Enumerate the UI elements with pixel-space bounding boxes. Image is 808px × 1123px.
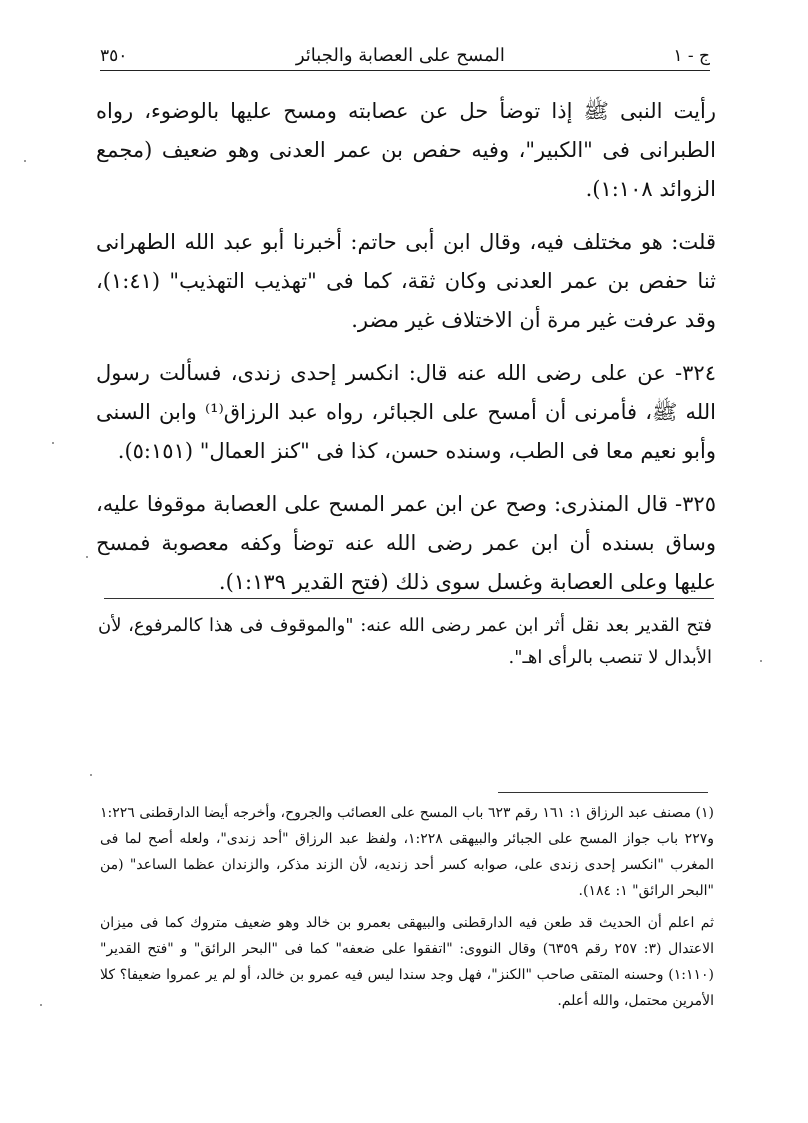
scan-speck [760,660,762,662]
scan-speck [90,774,92,776]
page-number: ٣٥٠ [100,46,128,66]
footnote-1: (١) مصنف عبد الرزاق ١: ١٦١ رقم ٦٢٣ باب المسح على العصائب والجروح، وأخرجه أيضا الدارقطنى ١:٢٢٦ و٢٢٧ باب جواز المسح على الجبائر والبيهقى ١:٢٢٨، ولفظ عبد الرزاق "أحد زندى"، ولعله أصح لما فى المغرب "انكسر إحدى زندى على، صوابه كسر أحد زنديه، لأن الزند مذكر، والزندان عظما الساعد" (من "البحر الرائق" ١: ١٨٤). [100,805,714,899]
page-header [100,34,710,71]
section-divider [104,598,714,599]
paragraph-commentary: قلت: هو مختلف فيه، وقال ابن أبى حاتم: أخبرنا أبو عبد الله الطهرانى ثنا حفص بن عمر العدنى وكان ثقة، كما فى "تهذيب التهذيب" (١:٤١)، وقد عرفت غير مرة أن الاختلاف غير مضر. [96,230,716,332]
paragraph-hadith-continuation: رأيت النبى ﷺ إذا توضأ حل عن عصابته ومسح عليها بالوضوء، رواه الطبرانى فى "الكبير"، وفيه حفص بن عمر العدنى وهو ضعيف (مجمع الزوائد ١:١٠٨). [96,99,716,201]
scan-speck [86,556,88,558]
chapter-title: المسح على العصابة والجبائر [295,45,505,66]
commentary-note: فتح القدير بعد نقل أثر ابن عمر رضى الله عنه: "والموقوف فى هذا كالمرفوع، لأن الأبدال لا تنصب بالرأى اهـ". [98,615,712,668]
footnotes [100,800,714,1020]
paragraph-hadith-324: ٣٢٤- عن على رضى الله عنه قال: انكسر إحدى زندى، فسألت رسول الله ﷺ، فأمرنى أن أمسح على الجبائر، رواه عبد الرزاق⁽¹⁾ وابن السنى وأبو نعيم معا فى الطب، وسنده حسن، كذا فى "كنز العمال" (٥:١٥١). [96,361,716,463]
scan-speck [24,160,26,162]
main-text [96,92,716,614]
footnote-continuation: ثم اعلم أن الحديث قد طعن فيه الدارقطنى والبيهقى بعمرو بن خالد وهو ضعيف متروك كما فى ميزان الاعتدال (٣: ٢٥٧ رقم ٦٣٥٩) وقال النووى: "اتفقوا على ضعفه" كما فى "البحر الرائق" و "فتح القدير" (١:١١٠) وحسنه المتقى صاحب "الكنز"، فهل وجد سندا ليس فيه عمرو بن خالد، أو لم ير عمروا ضعيفا؟ كلا الأمرين محتمل، والله أعلم. [100,915,714,1009]
paragraph-hadith-325: ٣٢٥- قال المنذرى: وصح عن ابن عمر المسح على العصابة موقوفا عليه، وساق بسنده أن ابن عمر رضى الله عنه توضأ وكفه معصوبة فمسح عليها وعلى العصابة وغسل سوى ذلك (فتح القدير ١:١٣٩). [96,492,716,594]
scan-speck [52,442,54,444]
volume-label: ج - ١ [673,46,710,66]
scan-speck [40,1004,42,1006]
footnote-divider [498,792,708,793]
